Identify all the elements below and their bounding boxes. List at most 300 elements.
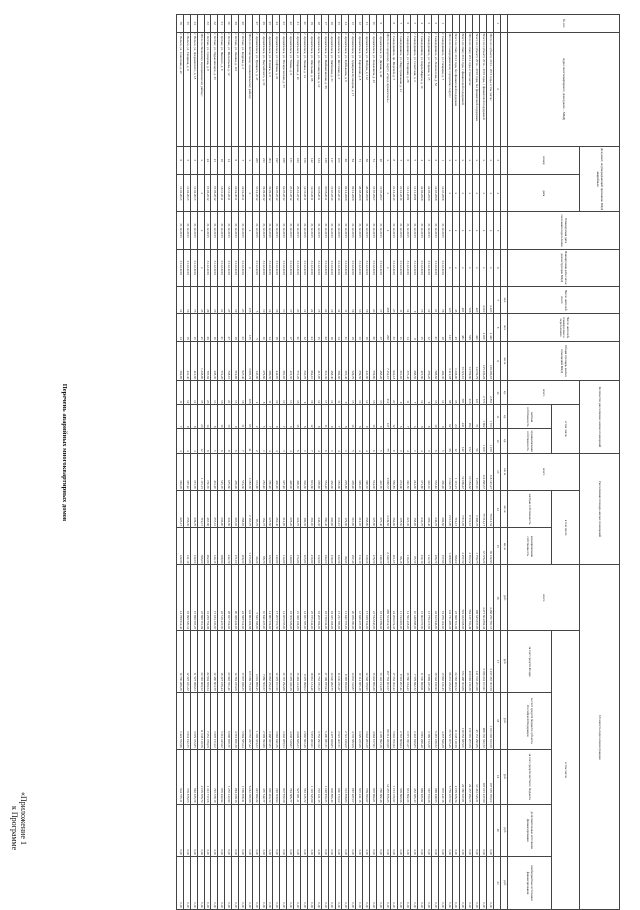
table-cell: 739 093,67 — [363, 749, 370, 804]
table-cell: 4 — [287, 429, 294, 453]
table-cell: 15 494 414,56 — [294, 631, 301, 692]
table-cell: 186,70 — [431, 528, 438, 565]
table-cell: 14 — [225, 146, 232, 175]
table-row — [314, 15, 321, 910]
table-cell: 22 516 427,00 — [218, 565, 225, 631]
table-cell: 402,20 — [273, 453, 280, 490]
table-cell: 246,30 — [314, 490, 321, 527]
table-cell: 15 — [232, 381, 239, 405]
table-cell: 221,30 — [404, 490, 411, 527]
table-cell: 18 309 526,00 — [287, 565, 294, 631]
table-cell: 24 598 512,00 — [239, 565, 246, 631]
table-cell: 31.12.2015 — [425, 212, 432, 249]
table-cell: 11 — [239, 405, 246, 429]
table-cell: 0,00 — [369, 857, 376, 910]
address-cell: г. Архангельск, ул. Воскресенская, д. 55 — [280, 32, 287, 146]
emergency-houses-table — [176, 14, 620, 910]
table-cell: 10 — [369, 405, 376, 429]
table-cell: 8 — [259, 381, 266, 405]
table-cell: 4 457 646,39 — [438, 692, 445, 749]
table-cell: 132,60 — [314, 528, 321, 565]
table-cell: 105 086 754,58 — [245, 631, 252, 692]
table-cell: 65 — [245, 405, 252, 429]
table-cell: 31.12.2015 — [266, 212, 273, 249]
table-cell: 2 348,77 — [383, 528, 390, 565]
table-cell: 23 — [204, 381, 211, 405]
table-cell: х — [459, 249, 466, 286]
table-cell: 1 238,80 — [197, 341, 204, 380]
table-cell: х — [487, 146, 494, 175]
table-cell: х — [487, 249, 494, 286]
table-cell: 13 184,62 — [466, 453, 473, 490]
table-cell: 11 744 681,00 — [397, 565, 404, 631]
table-cell: 4 994 017,91 — [369, 692, 376, 749]
table-cell: 09.12.2009 — [342, 175, 349, 212]
table-cell: 139 296,05 — [487, 341, 494, 380]
table-cell: 31.12.2015 — [294, 212, 301, 249]
table-cell: 45 — [452, 286, 459, 313]
table-cell: х — [445, 175, 452, 212]
table-cell: 21 572 843,00 — [369, 565, 376, 631]
table-cell: 31.12.2015 — [418, 212, 425, 249]
table-cell: 3 978 151,02 — [211, 692, 218, 749]
table-cell: 4 653,52 — [466, 528, 473, 565]
address-cell: г. Архангельск, ул. Зеньковича, д. 23 — [369, 32, 376, 146]
table-cell: 16 — [328, 15, 335, 33]
column-number-cell: 16 — [494, 565, 501, 631]
table-cell: 2 — [431, 15, 438, 33]
table-cell: 364,80 — [390, 490, 397, 527]
table-cell: 0,00 — [363, 804, 370, 857]
unit-cell: руб. — [501, 565, 508, 631]
table-cell: 8 — [183, 405, 190, 429]
table-cell: 268,50 — [411, 341, 418, 380]
table-cell: 51 — [369, 146, 376, 175]
table-cell: 9 — [301, 381, 308, 405]
table-cell: 31.12.2016 — [239, 249, 246, 286]
table-cell: 692 225,58 — [190, 749, 197, 804]
table-cell: 0,00 — [197, 857, 204, 910]
table-cell: 179,90 — [342, 490, 349, 527]
table-cell: 10 560 164,43 — [404, 631, 411, 692]
table-cell: 20 — [301, 15, 308, 33]
table-cell: 20 — [294, 286, 301, 313]
table-cell: 18 — [328, 314, 335, 341]
table-cell — [452, 15, 459, 33]
table-cell: 36 — [177, 15, 184, 33]
header-area-total: всего — [508, 453, 580, 490]
table-cell: 39 132,95 — [487, 528, 494, 565]
table-cell: 0,00 — [425, 857, 432, 910]
table-cell: 0,00 — [204, 857, 211, 910]
table-cell: 148,30 — [376, 528, 383, 565]
table-cell: 481 — [459, 314, 466, 341]
table-cell: 6 — [218, 429, 225, 453]
table-cell: 17 196 975,94 — [321, 631, 328, 692]
table-cell: 8 — [190, 405, 197, 429]
table-cell: 554,40 — [321, 453, 328, 490]
column-number-cell: 17 — [494, 631, 501, 692]
table-cell: 15 — [418, 286, 425, 313]
table-cell: 35 — [183, 15, 190, 33]
table-cell: 31.12.2016 — [273, 249, 280, 286]
table-cell: 7 — [404, 405, 411, 429]
table-cell: 1 066 858,41 — [239, 749, 246, 804]
table-cell: 41 — [245, 429, 252, 453]
table-cell: 360,40 — [321, 490, 328, 527]
column-number-cell: 14 — [494, 490, 501, 527]
table-cell: 4 719 850,78 — [232, 692, 239, 749]
address-cell: г. Архангельск, ул. Адмирала Кузнецова, д. 17 — [349, 32, 356, 146]
table-cell: 31.12.2016 — [425, 249, 432, 286]
table-cell: 1 108 — [480, 429, 487, 453]
table-cell: 3 — [397, 429, 404, 453]
table-cell: 0,00 — [418, 857, 425, 910]
table-cell: 258,80 — [363, 490, 370, 527]
table-cell: 605 241,16 — [356, 749, 363, 804]
table-cell: 0,00 — [438, 804, 445, 857]
table-cell: 302,30 — [301, 453, 308, 490]
table-cell: 664,10 — [307, 341, 314, 380]
address-cell: Итого по субъекту 2014 – 2016 годы, в том числе: — [487, 32, 494, 146]
header-cost-local: за счет средств местного бюджета — [508, 749, 552, 804]
table-cell: 3 096 234 101,91 — [480, 631, 487, 692]
table-cell: 4 — [418, 15, 425, 33]
table-cell: 499,50 — [294, 453, 301, 490]
table-cell: 31.12.2015 — [301, 212, 308, 249]
table-cell: 6 242 380,66 — [245, 749, 252, 804]
table-cell: 31.12.2015 — [404, 212, 411, 249]
table-cell: 0,00 — [252, 857, 259, 910]
table-cell: х — [473, 175, 480, 212]
table-cell: 96,10 — [397, 528, 404, 565]
table-cell: 1 215,80 — [245, 528, 252, 565]
table-cell: 07.06.2012 — [211, 175, 218, 212]
table-cell: 0,00 — [239, 804, 246, 857]
table-cell: 04.05.2012 — [273, 175, 280, 212]
table-cell: 3 — [411, 429, 418, 453]
table-cell: 0,00 — [301, 804, 308, 857]
table-cell: 31.12.2015 — [376, 212, 383, 249]
table-cell: 31.12.2016 — [307, 249, 314, 286]
table-cell: 29 — [232, 15, 239, 33]
table-cell: 1 — [438, 15, 445, 33]
table-cell: 140,80 — [273, 528, 280, 565]
table-cell: 164,70 — [259, 490, 266, 527]
table-cell: 31.12.2015 — [280, 212, 287, 249]
table-row — [280, 15, 287, 910]
table-cell: 3 681 268,48 — [418, 692, 425, 749]
table-cell: 6 — [177, 146, 184, 175]
address-cell: г. Архангельск, ул. Урицкого, д. 47 — [252, 32, 259, 146]
table-cell: 31.12.2016 — [294, 249, 301, 286]
table-cell: 31.12.2016 — [301, 249, 308, 286]
table-cell: 11 840 757,00 — [342, 565, 349, 631]
table-cell: 324,70 — [294, 490, 301, 527]
table-cell: 171,00 — [232, 528, 239, 565]
table-cell: 31.12.2016 — [204, 249, 211, 286]
table-cell: 13 — [287, 381, 294, 405]
table-cell: 17 — [321, 381, 328, 405]
table-cell: 10 840 437,00 — [259, 565, 266, 631]
column-number-cell: 8 — [494, 314, 501, 341]
table-cell: 16 208 784,00 — [314, 565, 321, 631]
table-cell: 10 — [356, 381, 363, 405]
table-cell: 5 759 037,64 — [445, 749, 452, 804]
table-row — [411, 15, 418, 910]
table-cell: 268 — [383, 314, 390, 341]
address-cell: г. Вельск, ул. Советская, д. 40 — [177, 32, 184, 146]
table-cell: 310,80 — [349, 490, 356, 527]
table-cell: 31.12.2016 — [397, 249, 404, 286]
table-cell: 28 937 354,00 — [225, 565, 232, 631]
table-cell: 112,70 — [425, 528, 432, 565]
table-cell: 5 — [259, 405, 266, 429]
table-row — [218, 15, 225, 910]
table-cell: 31.12.2016 — [418, 249, 425, 286]
table-cell: 4 475 929,85 — [328, 692, 335, 749]
table-cell: 0,00 — [280, 804, 287, 857]
table-cell: 23 — [239, 286, 246, 313]
table-cell: х — [459, 146, 466, 175]
table-cell: 212 — [383, 381, 390, 405]
table-cell: 7 — [411, 381, 418, 405]
table-cell: 13 — [280, 286, 287, 313]
address-cell: г. Котлас, ул. Кедрова, д. 3 — [239, 32, 246, 146]
unit-cell: ед. — [501, 429, 508, 453]
table-row — [376, 15, 383, 910]
table-cell: 12 — [452, 429, 459, 453]
table-cell: 04.05.2012 — [280, 175, 287, 212]
table-cell: 0,00 — [369, 804, 376, 857]
table-cell: х — [383, 249, 390, 286]
table-cell: 14 020 282,75 — [328, 631, 335, 692]
table-cell: 18 124 589,00 — [376, 565, 383, 631]
table-cell: 1 306 334,33 — [252, 692, 259, 749]
table-cell — [487, 15, 494, 33]
table-cell: 7 251 376,06 — [204, 692, 211, 749]
table-cell: 31.12.2015 — [211, 212, 218, 249]
table-cell: 1 088,95 — [445, 528, 452, 565]
table-cell: 719,15 — [197, 490, 204, 527]
table-cell: 135 — [245, 286, 252, 313]
table-cell: 12.10.2011 — [301, 175, 308, 212]
table-cell: 2 076 676,74 — [452, 749, 459, 804]
table-cell: 2 — [252, 429, 259, 453]
table-cell: 212,00 — [356, 490, 363, 527]
table-cell: 5 602 700,93 — [390, 692, 397, 749]
header-residents-planned: Число жителей, планируемых к переселению — [508, 314, 620, 341]
table-cell: 47 698 701,82 — [197, 565, 204, 631]
address-cell: Итого по Вельскому муниципальному району: — [197, 32, 204, 146]
table-cell: 19 — [232, 314, 239, 341]
address-cell: г. Архангельск, ул. Мостовая, д. 3 — [335, 32, 342, 146]
column-number-cell: 11 — [494, 405, 501, 429]
table-cell: 134 — [314, 146, 321, 175]
table-cell: 22 — [287, 15, 294, 33]
table-cell: 227,60 — [266, 490, 273, 527]
table-cell: 23 — [280, 15, 287, 33]
table-cell: 16 — [363, 286, 370, 313]
table-cell: 0,00 — [487, 857, 494, 910]
table-cell: 10 — [259, 314, 266, 341]
table-row — [363, 15, 370, 910]
table-cell: х — [245, 249, 252, 286]
table-cell: 31.12.2015 — [342, 212, 349, 249]
unit-cell: ед. — [501, 405, 508, 429]
table-cell: 13 — [349, 15, 356, 33]
header-rooms-in-that: в том числе — [552, 405, 580, 453]
table-row — [177, 15, 184, 910]
table-cell: 31.12.2015 — [369, 212, 376, 249]
table-cell: 0,00 — [266, 857, 273, 910]
table-row — [418, 15, 425, 910]
table-cell: 106 — [245, 381, 252, 405]
table-cell: 9 — [287, 405, 294, 429]
table-cell: 4 271 604 862,32 — [480, 565, 487, 631]
table-cell: 18.11.2011 — [225, 175, 232, 212]
table-cell: 9 — [232, 405, 239, 429]
header-cost-total: всего — [508, 565, 580, 631]
table-cell: 0,00 — [376, 804, 383, 857]
table-cell: 132,00 — [190, 528, 197, 565]
table-cell: 141 033 201,68 — [473, 631, 480, 692]
table-cell: 261,40 — [273, 490, 280, 527]
table-cell: 14 981 519,00 — [266, 565, 273, 631]
table-cell: 0,00 — [273, 804, 280, 857]
table-cell: 22.04.2011 — [239, 175, 246, 212]
table-cell: 11 — [342, 286, 349, 313]
header-area-municipal: муниципальная собственность — [508, 528, 552, 565]
table-cell: 31.12.2016 — [369, 249, 376, 286]
table-cell: 7 — [239, 429, 246, 453]
table-cell: 3 424 552,96 — [177, 692, 184, 749]
table-cell: 33 — [204, 15, 211, 33]
table-cell: 391,00 — [307, 490, 314, 527]
table-cell: 10 — [218, 405, 225, 429]
table-cell: 15 899 567,27 — [190, 565, 197, 631]
table-cell: 10 — [349, 405, 356, 429]
table-cell: 239,70 — [190, 490, 197, 527]
table-cell: 35 — [197, 381, 204, 405]
table-cell: 75 514,17 — [480, 490, 487, 527]
table-cell: х — [445, 249, 452, 286]
unit-cell — [501, 32, 508, 146]
table-cell: 0,00 — [383, 857, 390, 910]
table-cell: 21 — [294, 15, 301, 33]
table-cell: 242,70 — [225, 528, 232, 565]
table-cell: 396,00 — [197, 528, 204, 565]
table-cell: 21 — [218, 286, 225, 313]
table-cell: 6 — [404, 146, 411, 175]
table-cell: 119 553 087,00 — [459, 692, 466, 749]
table-row — [232, 15, 239, 910]
appendix-note — [10, 792, 28, 892]
table-cell: 9 989 431,26 — [425, 631, 432, 692]
table-cell: 513 858,83 — [342, 749, 349, 804]
table-cell: 7 — [239, 146, 246, 175]
table-cell: 18 661 134,40 — [307, 631, 314, 692]
table-cell: 31.12.2015 — [314, 212, 321, 249]
table-cell: 85,70 — [252, 490, 259, 527]
table-cell: 24 457 294,55 — [466, 749, 473, 804]
table-row — [466, 15, 473, 910]
table-cell: 212,80 — [280, 490, 287, 527]
table-cell: 4 — [177, 429, 184, 453]
table-cell: 0,00 — [349, 857, 356, 910]
table-cell: 293,80 — [328, 490, 335, 527]
column-number-cell: 1 — [494, 15, 501, 33]
table-cell: 412,60 — [190, 341, 197, 380]
table-cell: 378,90 — [314, 453, 321, 490]
table-cell: 244,30 — [411, 453, 418, 490]
header-planned-resettle: Планируемая дата окончания переселения — [508, 212, 620, 249]
table-cell: 264 — [466, 405, 473, 429]
table-cell: 2 770 — [480, 381, 487, 405]
table-cell: 187 215 437,69 — [480, 749, 487, 804]
table-cell: 5 694 585,24 — [239, 692, 246, 749]
table-cell: 4 — [190, 429, 197, 453]
table-cell: 4 — [356, 429, 363, 453]
table-cell: 1 051 070,97 — [390, 749, 397, 804]
table-cell: 3 695,72 — [245, 341, 252, 380]
header-rooms-total: всего — [508, 381, 580, 405]
column-number-cell: 6 — [494, 249, 501, 286]
table-cell: 386,50 — [266, 341, 273, 380]
table-cell: 1 158 — [487, 429, 494, 453]
table-cell: 374 498 303,86 — [459, 631, 466, 692]
table-cell: 31.12.2016 — [335, 249, 342, 286]
table-cell: 551,20 — [294, 341, 301, 380]
table-cell: 144,10 — [211, 528, 218, 565]
address-cell: Всего по этапу 2014 года, с финансовой поддержкой — [459, 32, 466, 146]
table-cell — [197, 15, 204, 33]
table-cell: 0,00 — [459, 857, 466, 910]
table-cell: 11 — [363, 15, 370, 33]
table-cell: 556,80 — [369, 341, 376, 380]
table-cell: 15.05.2007 — [376, 175, 383, 212]
table-cell: х — [473, 212, 480, 249]
table-cell: 9 — [342, 381, 349, 405]
unit-cell: кв. м — [501, 528, 508, 565]
table-cell: 361,00 — [280, 341, 287, 380]
table-cell: х — [487, 175, 494, 212]
table-cell: 211 — [259, 146, 266, 175]
table-cell: 371,70 — [190, 453, 197, 490]
table-cell: 132 711 495,33 — [445, 565, 452, 631]
table-cell: 31.12.2015 — [328, 212, 335, 249]
table-cell: 20 — [369, 286, 376, 313]
table-cell: 7 — [397, 146, 404, 175]
table-cell: 3 189 152,38 — [425, 692, 432, 749]
table-row — [307, 15, 314, 910]
table-cell: 6 — [321, 429, 328, 453]
table-cell: 19.09.2012 — [259, 175, 266, 212]
table-cell: 17 205 551,50 — [273, 565, 280, 631]
table-cell: 0,00 — [431, 857, 438, 910]
table-cell: 8 — [418, 405, 425, 429]
table-cell: 398,10 — [363, 453, 370, 490]
table-cell: 432,90 — [225, 490, 232, 527]
table-cell: 12 — [197, 429, 204, 453]
table-cell: х — [452, 146, 459, 175]
table-cell: 14 — [438, 381, 445, 405]
table-cell: 9 — [411, 314, 418, 341]
table-cell: 13 — [211, 381, 218, 405]
unit-cell: кв. м — [501, 453, 508, 490]
table-cell: х — [245, 212, 252, 249]
table-cell: 381 — [459, 381, 466, 405]
